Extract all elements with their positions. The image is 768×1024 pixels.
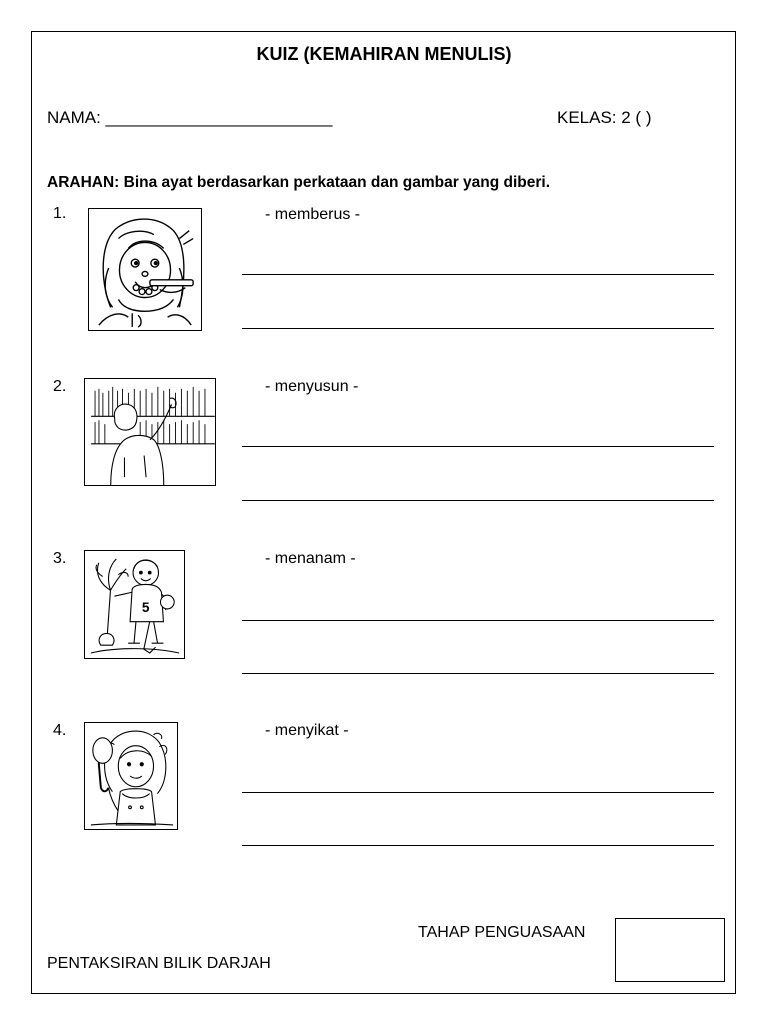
girl-combing-hair-icon: [84, 722, 178, 830]
answer-line: [242, 500, 714, 501]
keyword-text: - menyikat -: [265, 722, 349, 739]
class-label: KELAS: 2 ( ): [557, 108, 652, 127]
footer-label: PENTAKSIRAN BILIK DARJAH: [47, 955, 271, 972]
answer-line: [242, 845, 714, 846]
svg-text:5: 5: [141, 599, 150, 615]
girl-brushing-teeth-icon: [88, 208, 202, 331]
answer-line: [242, 673, 714, 674]
answer-line: [242, 620, 714, 621]
boy-arranging-books-icon: [84, 378, 216, 486]
question-number: 3.: [53, 550, 67, 567]
keyword-text: - menyusun -: [265, 378, 359, 395]
answer-line: [242, 328, 714, 329]
keyword-text: - memberus -: [265, 206, 361, 223]
question-number: 2.: [53, 378, 67, 395]
answer-line: [242, 792, 714, 793]
instruction-text: ARAHAN: Bina ayat berdasarkan perkataan dan gambar yang diberi.: [47, 174, 551, 191]
answer-line: [242, 446, 714, 447]
mastery-level-label: TAHAP PENGUASAAN: [418, 924, 586, 941]
question-number: 1.: [53, 205, 67, 222]
answer-line: [242, 274, 714, 275]
keyword-text: - menanam -: [265, 550, 356, 567]
name-label: NAMA: ________________________: [47, 108, 333, 127]
mastery-score-box[interactable]: [615, 918, 725, 982]
boy-planting-tree-icon: [84, 550, 185, 659]
page-title: KUIZ (KEMAHIRAN MENULIS): [256, 44, 512, 64]
question-number: 4.: [53, 722, 67, 739]
